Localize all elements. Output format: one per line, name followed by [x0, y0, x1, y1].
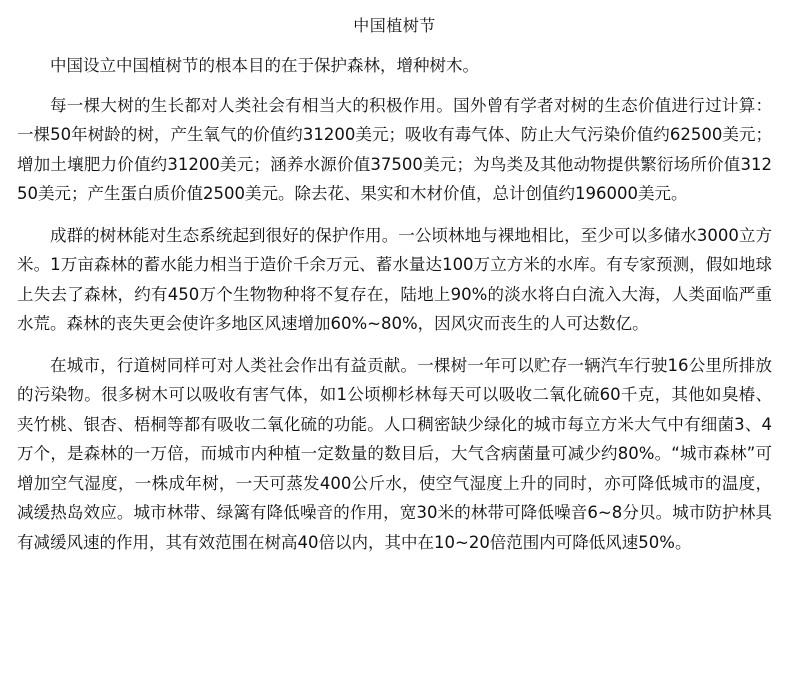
document: [17, 0, 772, 557]
paragraph-urban-trees: 在城市，行道树同样可对人类社会作出有益贡献。一棵树一年可以贮存一辆汽车行驶16公里所排放的污染物。很多树木可以吸收有害气体，如1公顷柳杉林每天可以吸收二氧化硫60千克，其他如臭椿、夹竹桃、银杏、梧桐等都有吸收二氧化硫的功能。人口稠密缺少绿化的城市每立方米大气中有细菌3、4万个，是森林的一万倍，而城市内种植一定数量的数目后，大气含病菌量可减少约80%。“城市森林”可增加空气湿度，一株成年树，一天可蒸发400公斤水，使空气湿度上升的同时，亦可降低城市的温度，减缓热岛效应。城市林带、绿篱有降低噪音的作用，宽30米的林带可降低噪音6~8分贝。城市防护林具有减缓风速的作用，其有效范围在树高40倍以内，其中在10~20倍范围内可降低风速50%。: [17, 355, 772, 552]
paragraph-forest-ecosystem: 成群的树林能对生态系统起到很好的保护作用。一公顷林地与裸地相比，至少可以多储水3000立方米。1万亩森林的蓄水能力相当于造价千余万元、蓄水量达100万立方米的水库。有专家预测，假如地球上失去了森林，约有450万个生物物种将不复存在，陆地上90%的淡水将白白流入大海，人类面临严重水荒。森林的丧失更会使许多地区风速增加60%~80%，因风灾而丧生的人可达数亿。: [17, 225, 772, 333]
document-title: 中国植树节: [353, 16, 436, 35]
paragraph-tree-value: 每一棵大树的生长都对人类社会有相当大的积极作用。国外曾有学者对树的生态价值进行过计算：一棵50年树龄的树，产生氧气的价值约31200美元；吸收有毒气体、防止大气污染价值约62500美元；增加土壤肥力价值约31200美元；涵养水源价值37500美元；为鸟类及其他动物提供繁衍场所价值31250美元；产生蛋白质价值2500美元。除去花、果实和木材价值，总计创值约196000美元。: [17, 95, 772, 203]
paragraph-intro: 中国设立中国植树节的根本目的在于保护森林，增种树木。: [50, 56, 479, 75]
